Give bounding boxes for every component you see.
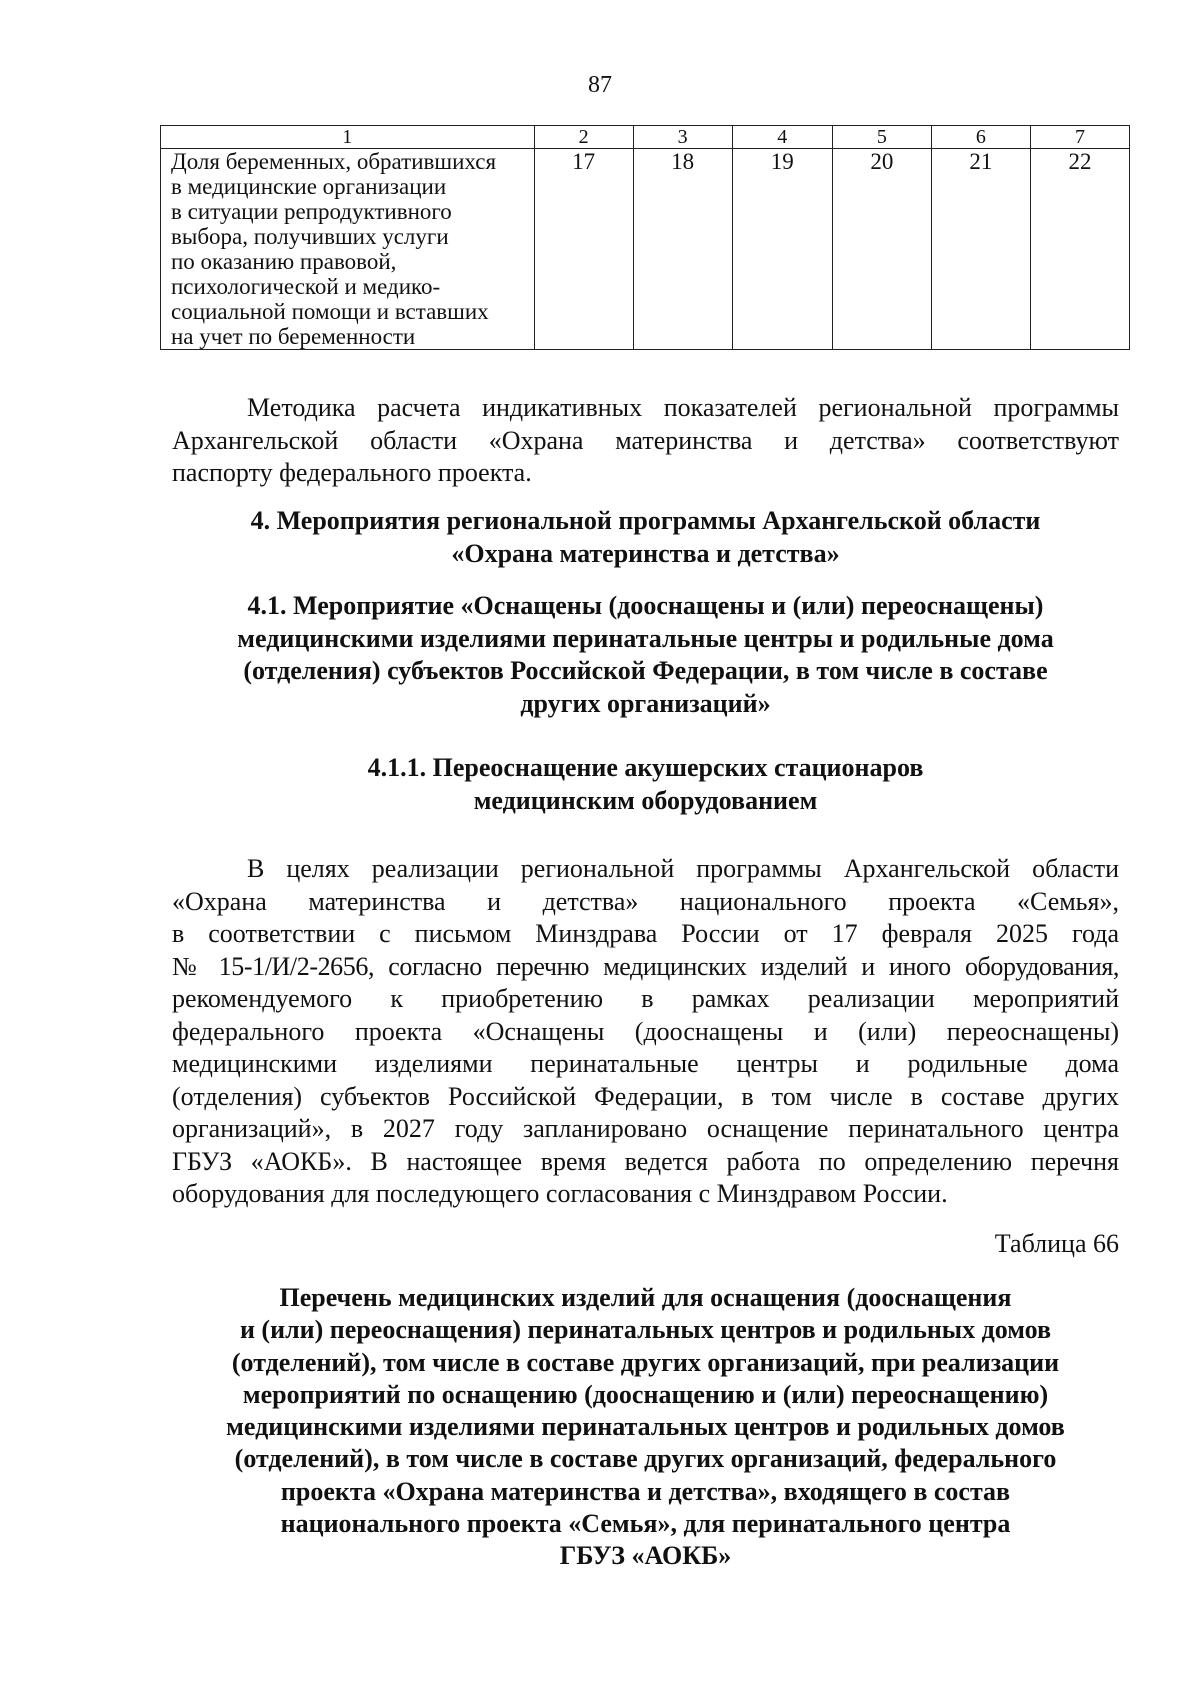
paragraph-line: медицинскими изделиями перинатальные центры и родильные дома — [172, 1049, 1119, 1078]
heading-line: и (или) переоснащения) перинатальных центров и родильных домов — [239, 1315, 1052, 1345]
heading-line: мероприятий по оснащению (дооснащению и (или) переоснащению) — [242, 1379, 1049, 1409]
table-cell: 17 — [534, 149, 633, 350]
indicator-name-line: социальной помощи и вставших — [171, 299, 489, 324]
table-cell: 18 — [633, 149, 732, 350]
heading-line: ГБУЗ «АОКБ» — [559, 1541, 732, 1571]
table-cell: 19 — [732, 149, 832, 350]
heading-line: 4. Мероприятия региональной программы Архангельской области — [250, 506, 1041, 535]
paragraph-line: Архангельской области «Охрана материнства и детства» соответствуют — [172, 425, 1119, 455]
paragraph-line: № 15-1/И/2-2656, согласно перечню медицинских изделий и иного оборудования, — [172, 951, 1119, 981]
paragraph-line: паспорту федерального проекта. — [172, 458, 532, 487]
heading-line: 4.1.1. Переоснащение акушерских стационаров — [367, 753, 924, 782]
indicator-name-line: в медицинские организации — [171, 174, 447, 199]
table-cell: 21 — [931, 149, 1030, 350]
indicator-name-line: выбора, получивших услуги — [171, 224, 449, 249]
heading-line: (отделений), в том числе в составе других организаций, федерального — [234, 1444, 1057, 1474]
indicator-name-line: в ситуации репродуктивного — [171, 199, 452, 224]
table-header-cell: 5 — [832, 126, 931, 149]
heading-line: других организаций» — [520, 688, 771, 718]
body-paragraph — [172, 853, 1119, 1211]
heading-line: (отделения) субъектов Российской Федерации, в том числе в составе — [243, 656, 1048, 685]
paragraph-line: «Охрана материнства и детства» национального проекта «Семья», — [172, 886, 1119, 916]
page-number: 87 — [588, 72, 612, 98]
heading-line: национального проекта «Семья», для перинатального центра — [280, 1509, 1011, 1539]
table-header-cell: 3 — [633, 126, 732, 149]
list-title — [172, 1282, 1119, 1573]
table-cell: 20 — [832, 149, 931, 350]
paragraph-line: организаций», в 2027 году запланировано оснащение перинатального центра — [172, 1114, 1119, 1143]
paragraph-line: (отделения) субъектов Российской Федерации, в том числе в составе других — [172, 1081, 1119, 1111]
table-row — [161, 149, 1130, 350]
paragraph-line: оборудования для последующего согласования с Минздравом России. — [172, 1179, 948, 1208]
heading-line: Перечень медицинских изделий для оснащения (дооснащения — [279, 1283, 1012, 1312]
table-header-row — [161, 126, 1130, 149]
heading-line: медицинскими изделиями перинатальные центры и родильные дома — [237, 623, 1054, 653]
table-header-cell: 1 — [161, 126, 535, 149]
section-4-1-1-heading — [172, 752, 1119, 817]
section-4-heading — [172, 505, 1119, 570]
table-label: Таблица 66 — [994, 1229, 1119, 1258]
methodology-paragraph — [172, 392, 1119, 490]
indicator-name-line: Доля беременных, обратившихся — [171, 149, 497, 174]
heading-line: «Охрана материнства и детства» — [451, 538, 840, 568]
indicators-table — [160, 125, 1130, 350]
paragraph-line: рекомендуемого к приобретению в рамках реализации мероприятий — [172, 984, 1119, 1013]
table-header-cell: 2 — [534, 126, 633, 149]
indicator-name-cell — [161, 149, 535, 350]
heading-line: проекта «Охрана материнства и детства», входящего в состав — [280, 1476, 1011, 1506]
section-4-1-heading — [172, 590, 1119, 720]
paragraph-line: в соответствии с письмом Минздрава России от 17 февраля 2025 года — [172, 919, 1119, 948]
paragraph-line: ГБУЗ «АОКБ». В настоящее время ведется работа по определению перечня — [172, 1146, 1119, 1176]
table-header-cell: 6 — [931, 126, 1030, 149]
heading-line: 4.1. Мероприятие «Оснащены (дооснащены и (или) переоснащены) — [247, 591, 1044, 620]
paragraph-line: федерального проекта «Оснащены (дооснащены и (или) переоснащены) — [172, 1016, 1119, 1046]
indicator-name-line: психологической и медико- — [171, 274, 441, 299]
table-cell: 22 — [1030, 149, 1129, 350]
heading-line: медицинскими изделиями перинатальных центров и родильных домов — [226, 1412, 1065, 1442]
table-header-cell: 4 — [732, 126, 832, 149]
heading-line: медицинским оборудованием — [473, 785, 818, 815]
table-header-cell: 7 — [1030, 126, 1129, 149]
paragraph-line: В целях реализации региональной программы Архангельской области — [247, 854, 1119, 883]
heading-line: (отделений), том числе в составе других организаций, при реализации — [231, 1347, 1060, 1377]
indicator-name-line: на учет по беременности — [171, 324, 416, 349]
indicator-name-line: по оказанию правовой, — [171, 249, 397, 274]
paragraph-line: Методика расчета индикативных показателей региональной программы — [247, 393, 1119, 422]
